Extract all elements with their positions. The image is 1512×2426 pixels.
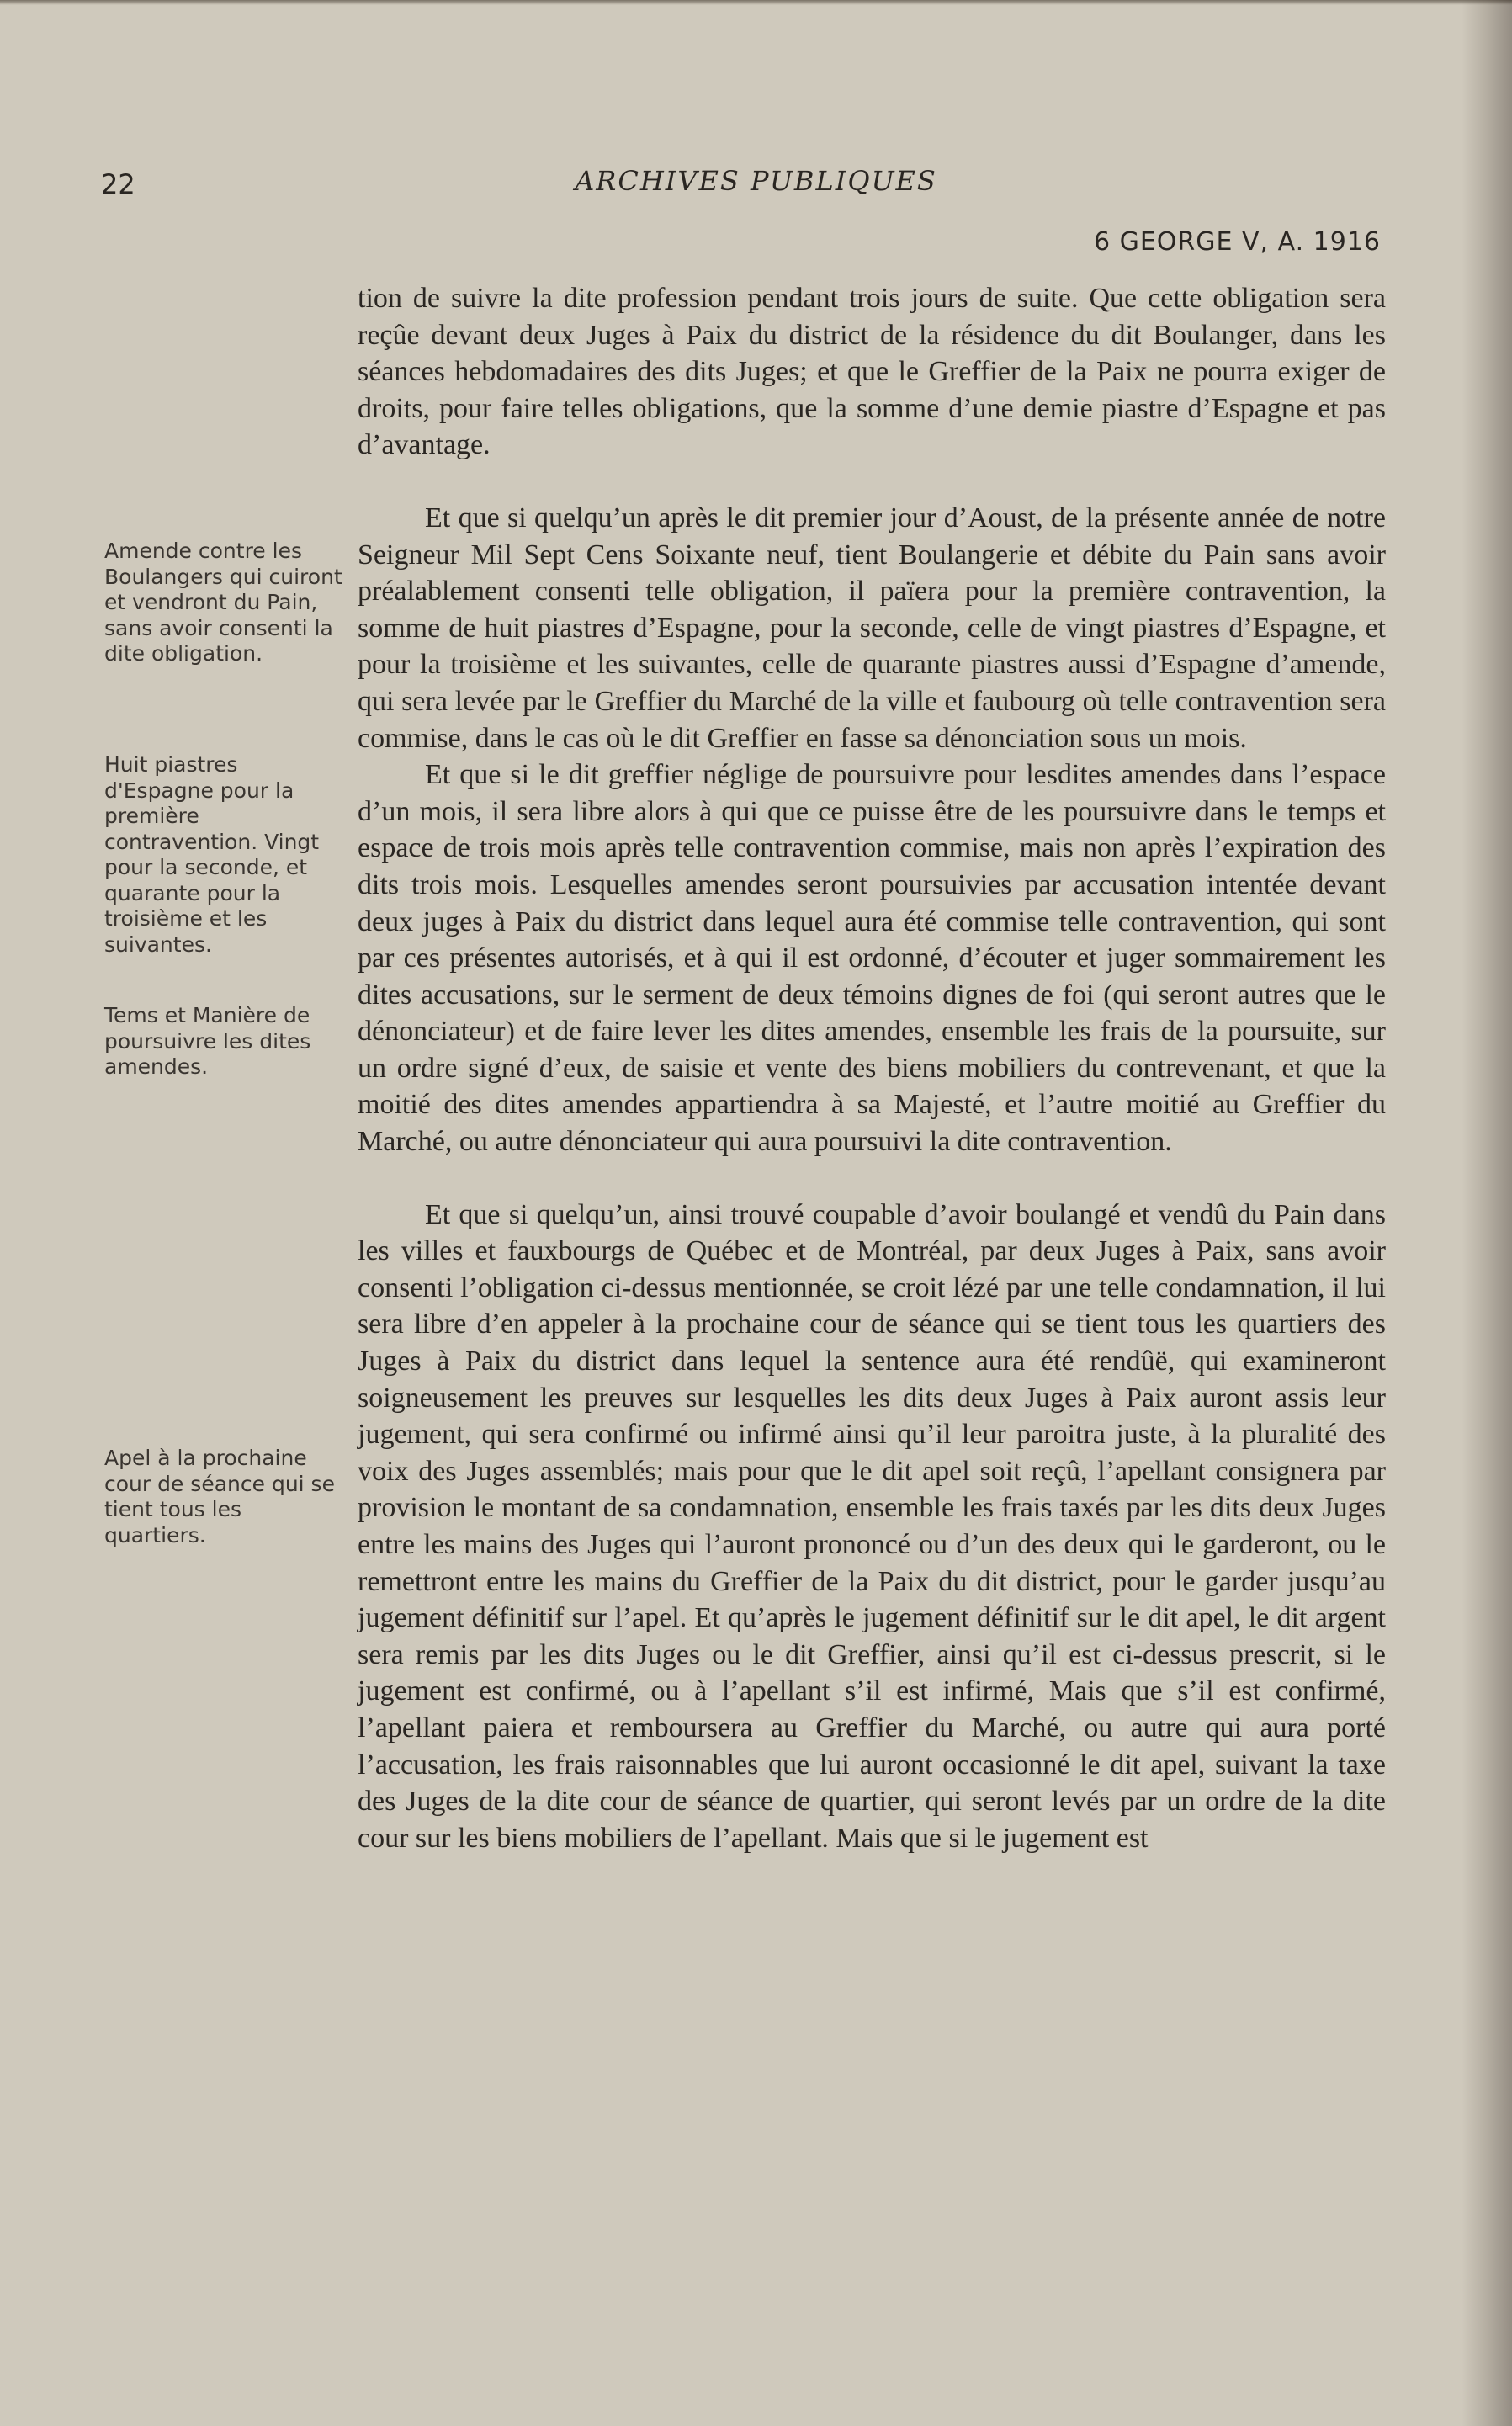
margin-note-apel <box>104 1446 348 1548</box>
paragraph-gap <box>358 464 1386 500</box>
running-head: ARCHIVES PUBLIQUES <box>575 165 937 197</box>
paragraph-1: tion de suivre la dite profession pendant trois jours de suite. Que cette obligation sera reçûe devant deux Juges à Paix du district de la résidence du dit Boulanger, dans les séances hebdomadaires des dits Juges; et que le Greffier de la Paix ne pourra exiger de droits, pour faire telles obligations, que la somme d’une demie piastre d’Espagne et pas d’avantage. <box>358 283 1386 461</box>
margin-note-amende-text: Amende contre les Boulangers qui cuiront et vendront du Pain, sans avoir consenti la dite obligation. <box>104 539 342 666</box>
margin-note-tems <box>104 1003 348 1080</box>
paragraph-4: Et que si quelqu’un, ainsi trouvé coupable d’avoir boulangé et vendû du Pain dans les villes et fauxbourgs de Québec et de Montréal, par deux Juges à Paix, sans avoir consenti l’obligation ci-dessus mentionnée, se croit lézé par une telle condamnation, il lui sera libre d’en appeler à la prochaine cour de séance qui se tient tous les quartiers des Juges à Paix du district dans lequel la sentence aura été rendûë, qui examineront soigneusement les preuves sur lesquelles les dits deux Juges à Paix auront assis leur jugement, qui sera confirmé ou infirmé ainsi qu’il leur paroitra juste, à la pluralité des voix des Juges assemblés; mais pour que le dit apel soit reçû, l’apellant consignera par provision le montant de sa condamnation, ensemble les frais taxés par les dits deux Juges entre les mains des Juges qui l’auront prononcé ou d’un des deux qui le garderont, ou le remettront entre les mains du Greffier de la Paix du dit district, pour le garder jusqu’au jugement définitif sur l’apel. Et qu’après le jugement définitif sur le dit apel, le dit argent sera remis par les dits Juges ou le dit Greffier, ainsi qu’il est ci-dessus prescrit, si le jugement est confirmé, ou à l’apellant s’il est infirmé, Mais que s’il est confirmé, l’apellant paiera et remboursera au Greffier du Marché, ou autre qui aura porté l’accusation, les frais raisonnables que lui auront occasionné le dit apel, suivant la taxe des Juges de la dite cour de séance de quartier, qui seront levés par un ordre de la dite cour sur les biens mobiliers de l’apellant. Mais que si le jugement est <box>358 1198 1386 1854</box>
body-text <box>358 280 1386 1856</box>
margin-note-tems-text: Tems et Manière de poursuivre les dites amendes. <box>104 1003 311 1079</box>
margin-note-huit-piastres <box>104 752 348 958</box>
page-number: 22 <box>101 168 135 200</box>
margin-note-huit-piastres-text: Huit piastres d'Espagne pour la première contravention. Vingt pour la seconde, et quarante pour la troisième et les suivantes. <box>104 752 320 957</box>
margin-note-apel-text: Apel à la prochaine cour de séance qui se tient tous les quartiers. <box>104 1446 335 1547</box>
page-top-border <box>0 0 1512 5</box>
paragraph-3: Et que si le dit greffier néglige de poursuivre pour lesdites amendes dans l’espace d’un mois, il sera libre alors à qui que ce puisse être de les poursuivre dans le temps et espace de trois mois après telle contravention commise, mais non après l’expiration des dits trois mois. Lesquelles amendes seront poursuivies par accusation intentée devant deux juges à Paix du district dans lequel aura été commise telle contravention, qui sont par ces présentes autorisés, et à qui il est ordonné, d’écouter et juger sommairement les dites accusations, sur le serment de deux témoins dignes de foi (qui seront autres que le dénonciateur) et de faire lever les dites amendes, ensemble les frais de la poursuite, sur un ordre signé d’eux, de saisie et vente des biens mobiliers du contrevenant, et que la moitié des dites amendes appartiendra à sa Majesté, et l’autre moitié au Greffier du Marché, ou autre dénonciateur qui aura poursuivi la dite contravention. <box>358 759 1386 1158</box>
paragraph-2: Et que si quelqu’un après le dit premier jour d’Aoust, de la présente année de notre Seigneur Mil Sept Cens Soixante neuf, tient Boulangerie et débite du Pain sans avoir préalablement consenti telle obligation, il païera pour la première contravention, la somme de huit piastres d’Espagne, pour la seconde, celle de vingt piastres d’Espagne, et pour la troisième et les suivantes, celle de quarante piastres aussi d’Espagne d’amende, qui sera levée par le Greffier du Marché de la ville et faubourg où telle contravention sera commise, dans le cas où le dit Greffier en fasse sa dénonciation sous un mois. <box>358 502 1386 754</box>
margin-note-amende <box>104 539 348 667</box>
paragraph-gap <box>358 1160 1386 1197</box>
session-reference: 6 GEORGE V, A. 1916 <box>1093 227 1381 257</box>
page-edge-shadow <box>1462 0 1512 2426</box>
